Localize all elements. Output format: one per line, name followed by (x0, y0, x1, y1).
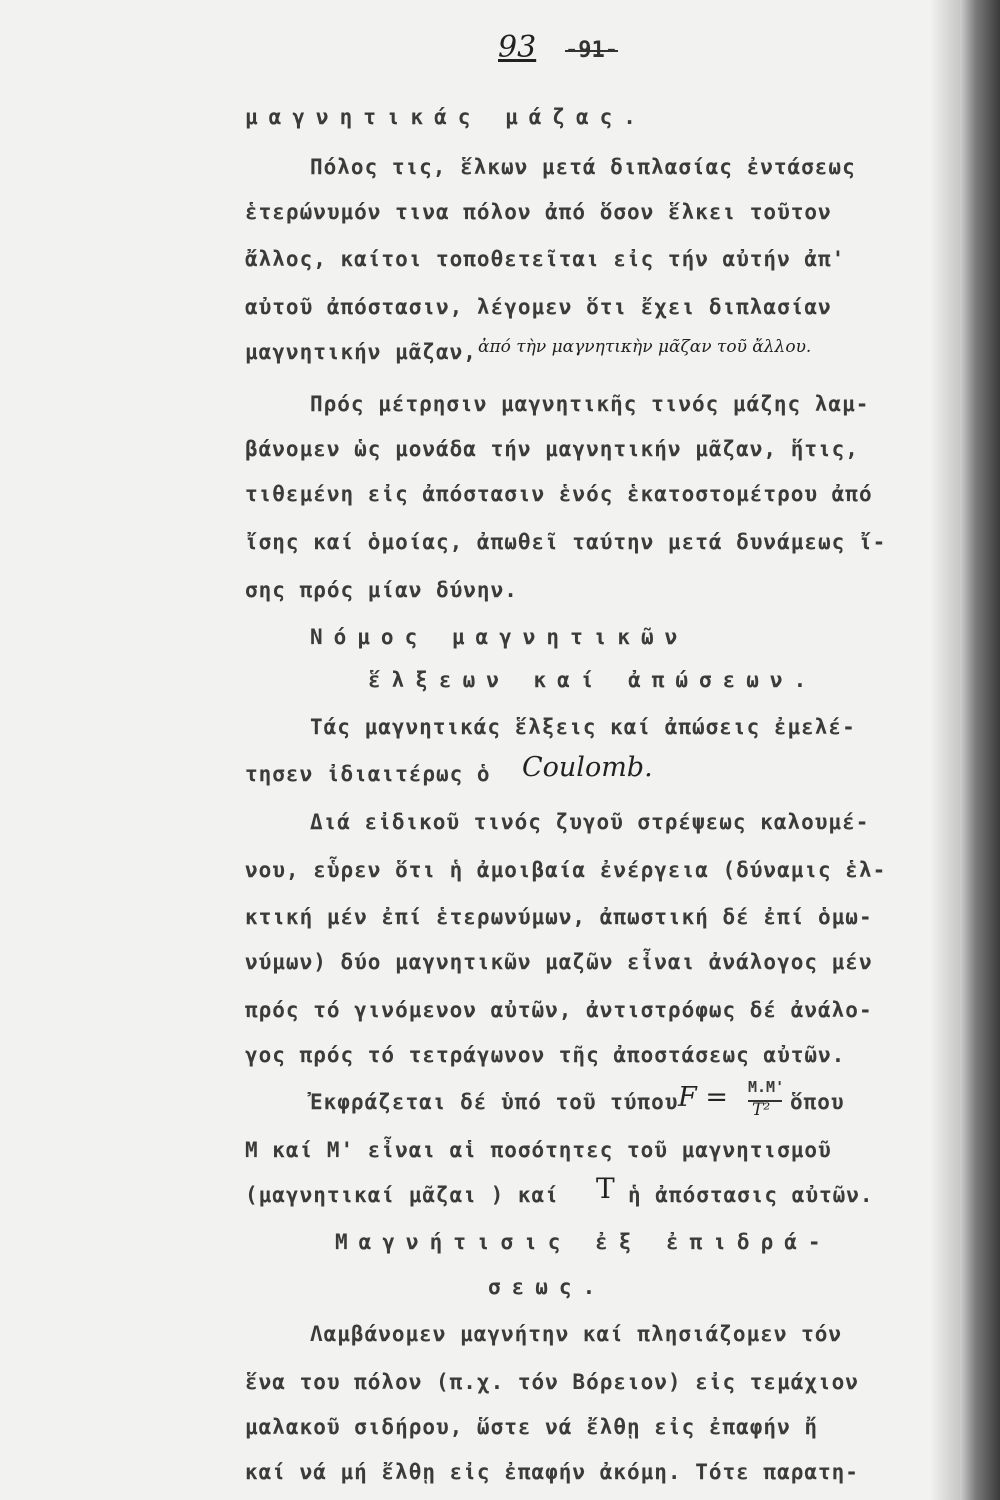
text-line: κτική μέν ἐπί ἑτερωνύμων, ἀπωστική δέ ἐπί ὁμω- (245, 905, 873, 929)
formula-numerator: Μ.Μ' (748, 1078, 785, 1096)
text-line: σης πρός μίαν δύνην. (245, 578, 518, 602)
handwritten-name: Coulomb. (522, 752, 653, 783)
text-line: ἑτερώνυμόν τινα πόλον ἀπό ὅσον ἕλκει τοῦτον (245, 200, 832, 224)
text-line: ἡ ἀπόστασις αὐτῶν. (628, 1183, 874, 1207)
text-line: βάνομεν ὡς μονάδα τήν μαγνητικήν μᾶζαν, ἥτις, (245, 437, 859, 461)
text-line: μαγνητικάς μάζας. (245, 105, 647, 129)
handwritten-annotation: ἀπό τὴν μαγνητικὴν μᾶζαν τοῦ ἄλλου. (478, 337, 812, 357)
text-line: ἄλλος, καίτοι τοποθετεῖται εἰς τήν αὐτήν ἀπ' (245, 247, 846, 271)
text-line: μαγνητικήν μᾶζαν, (245, 340, 477, 364)
formula-F: F = (678, 1082, 728, 1113)
text-line: Πρός μέτρησιν μαγνητικῆς τινός μάζης λαμ- (310, 392, 870, 416)
page-number-handwritten: 93 (498, 30, 537, 65)
text-line: Μ καί Μ' εἶναι αἱ ποσότητες τοῦ μαγνητισμοῦ (245, 1138, 832, 1162)
text-line: ἕνα του πόλον (π.χ. τόν Βόρειον) εἰς τεμάχιον (245, 1370, 859, 1394)
section-heading: Νόμος μαγνητικῶν (310, 625, 689, 649)
text-line: αὐτοῦ ἀπόστασιν, λέγομεν ὅτι ἔχει διπλασίαν (245, 295, 832, 319)
text-line: Πόλος τις, ἕλκων μετά διπλασίας ἐντάσεως (310, 155, 856, 179)
binding-edge (960, 0, 1000, 1500)
page-number-typed: -91- (565, 38, 618, 63)
text-line: νύμων) δύο μαγνητικῶν μαζῶν εἶναι ἀνάλογος μέν (245, 950, 873, 974)
section-heading: ἕλξεων καί ἀπώσεων. (368, 668, 818, 692)
text-line: καί νά μή ἔλθῃ εἰς ἐπαφήν ἀκόμη. Τότε παρατη- (245, 1460, 859, 1484)
text-line: μαλακοῦ σιδήρου, ὥστε νά ἔλθῃ εἰς ἐπαφήν ἤ (245, 1415, 819, 1439)
handwritten-tau: Τ (596, 1172, 615, 1205)
text-line: Ἐκφράζεται δέ ὑπό τοῦ τύπου (310, 1090, 679, 1114)
text-line: γος πρός τό τετράγωνον τῆς ἀποστάσεως αὐτῶν. (245, 1043, 846, 1067)
formula-denominator: Τ² (752, 1100, 771, 1120)
text-line: πρός τό γινόμενον αὐτῶν, ἀντιστρόφως δέ ἀνάλο- (245, 998, 873, 1022)
text-line: ἴσης καί ὁμοίας, ἀπωθεῖ ταύτην μετά δυνάμεως ἴ- (245, 530, 887, 554)
text-line: (μαγνητικαί μᾶζαι ) καί (245, 1183, 559, 1207)
section-heading: σεως. (488, 1275, 607, 1299)
text-line: ὅπου (790, 1090, 845, 1114)
text-line: τιθεμένη εἰς ἀπόστασιν ἑνός ἑκατοστομέτρου ἀπό (245, 482, 873, 506)
text-line: Λαμβάνομεν μαγνήτην καί πλησιάζομεν τόν (310, 1322, 843, 1346)
text-line: Διά εἰδικοῦ τινός ζυγοῦ στρέψεως καλουμέ- (310, 810, 870, 834)
text-line: τησεν ἰδιαιτέρως ὁ (245, 762, 491, 786)
text-line: νου, εὗρεν ὅτι ἡ ἀμοιβαία ἐνέργεια (δύναμις ἑλ- (245, 858, 887, 882)
text-line: Τάς μαγνητικάς ἕλξεις καί ἀπώσεις ἐμελέ- (310, 715, 856, 739)
section-heading: Μαγνήτισις ἐξ ἐπιδρά- (335, 1230, 832, 1254)
